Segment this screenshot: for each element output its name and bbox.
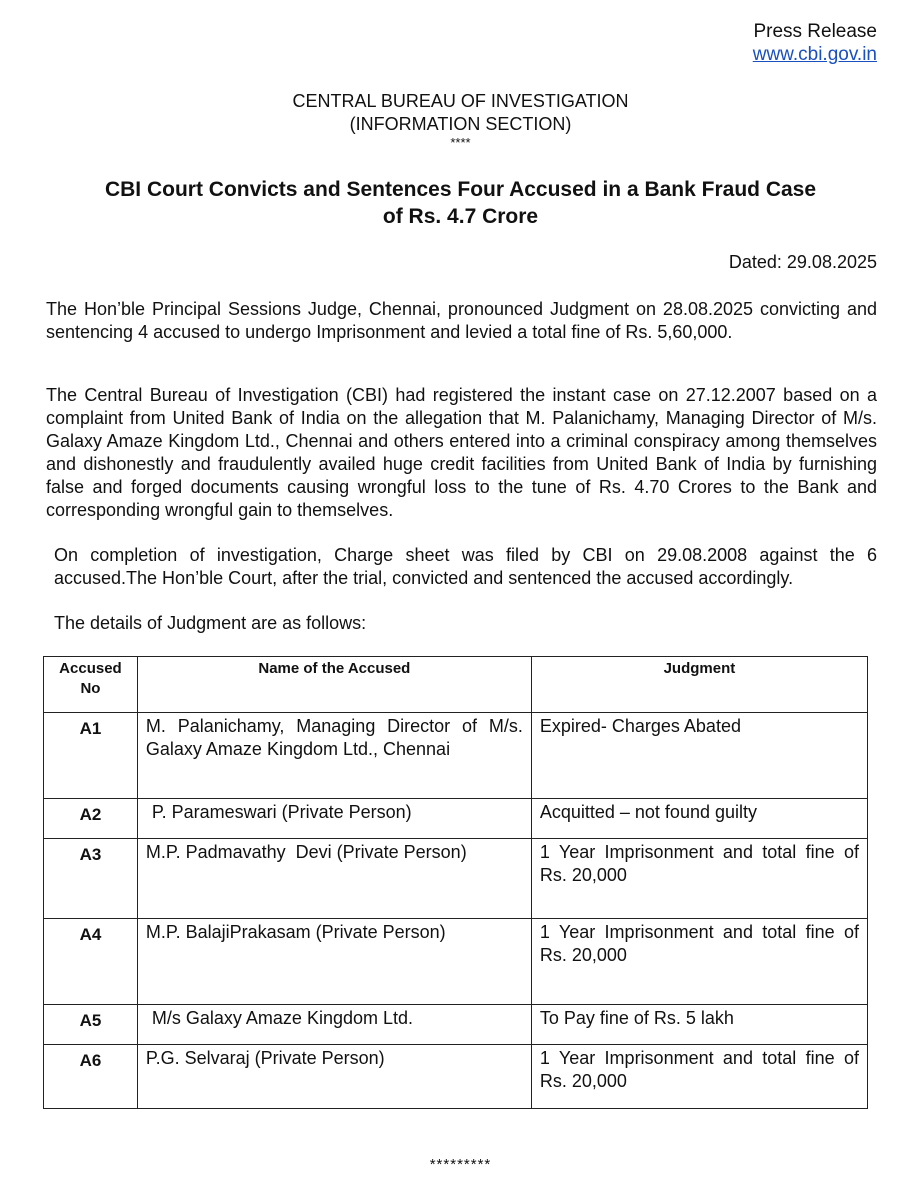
title-line-1: CBI Court Convicts and Sentences Four Accused in a Bank Fraud Case — [104, 178, 817, 201]
cell-name — [137, 1045, 531, 1109]
header-accused-no-label: Accused No — [59, 660, 122, 697]
accused-name: P.G. Selvaraj (Private Person) — [145, 1048, 385, 1068]
separator-stars: **** — [450, 135, 471, 150]
table-row — [44, 799, 868, 839]
cell-name — [137, 919, 531, 1005]
paragraph-details-intro: The details of Judgment are as follows: — [54, 613, 367, 633]
cbi-website-link[interactable]: www.cbi.gov.in — [752, 44, 877, 65]
org-name: CENTRAL BUREAU OF INVESTIGATION — [292, 91, 629, 111]
header-name: Name of the Accused — [137, 657, 531, 713]
cell-judgment — [531, 839, 867, 919]
table-row — [44, 839, 868, 919]
judgment-text: 1 Year Imprisonment and total fine of Rs. 20,000 — [539, 842, 859, 885]
accused-name: M.P. Padmavathy Devi (Private Person) — [145, 842, 467, 862]
cell-judgment — [531, 713, 867, 799]
cell-name — [137, 839, 531, 919]
paragraph-case-background: The Central Bureau of Investigation (CBI) had registered the instant case on 27.12.2007 based on a complaint from United Bank of India on the allegation that M. Palanichamy, Managing Director of M/s. Galaxy Amaze Kingdom Ltd., Chennai and others entered into a criminal conspiracy among themselves and dishonestly and fraudulently availed huge credit facilities from United Bank of India by furnishing false and forged documents causing wrongful loss to the tune of Rs. 4.70 Crores to the Bank and corresponding wrongful gain to themselves. — [46, 385, 877, 520]
accused-no: A5 — [79, 1011, 102, 1030]
header-judgment: Judgment — [531, 657, 867, 713]
judgment-text: Acquitted – not found guilty — [539, 802, 757, 822]
cell-accused-no — [44, 1045, 138, 1109]
accused-no: A2 — [79, 805, 102, 824]
accused-no: A1 — [79, 719, 102, 738]
judgment-text: To Pay fine of Rs. 5 lakh — [539, 1008, 734, 1028]
paragraph-judgment-summary: The Hon’ble Principal Sessions Judge, Chennai, pronounced Judgment on 28.08.2025 convicting and sentencing 4 accused to undergo Imprisonment and levied a total fine of Rs. 5,60,000. — [46, 299, 877, 342]
judgment-text: 1 Year Imprisonment and total fine of Rs. 20,000 — [539, 1048, 859, 1091]
cell-name — [137, 713, 531, 799]
cell-judgment — [531, 799, 867, 839]
accused-name: M. Palanichamy, Managing Director of M/s. Galaxy Amaze Kingdom Ltd., Chennai — [145, 716, 523, 759]
org-section: (INFORMATION SECTION) — [349, 114, 572, 134]
release-date: Dated: 29.08.2025 — [728, 252, 877, 272]
release-title — [40, 176, 881, 230]
cell-judgment — [531, 1005, 867, 1045]
cell-name — [137, 799, 531, 839]
cell-accused-no — [44, 1005, 138, 1045]
table-row — [44, 1045, 868, 1109]
judgment-table — [43, 656, 868, 1109]
press-release-header — [753, 20, 877, 66]
table-row — [44, 919, 868, 1005]
table-row — [44, 1005, 868, 1045]
cell-accused-no — [44, 799, 138, 839]
accused-no: A4 — [79, 925, 102, 944]
table-header-row — [44, 657, 868, 713]
press-release-label: Press Release — [753, 21, 877, 42]
paragraph-charge-sheet: On completion of investigation, Charge sheet was filed by CBI on 29.08.2008 against the 6 accused.The Hon’ble Court, after the trial, convicted and sentenced the accused accordingly. — [54, 545, 877, 588]
cell-accused-no — [44, 713, 138, 799]
cell-judgment — [531, 919, 867, 1005]
judgment-text: Expired- Charges Abated — [539, 716, 741, 736]
cell-accused-no — [44, 919, 138, 1005]
judgment-text: 1 Year Imprisonment and total fine of Rs. 20,000 — [539, 922, 859, 965]
cell-judgment — [531, 1045, 867, 1109]
cell-name — [137, 1005, 531, 1045]
title-line-2: of Rs. 4.7 Crore — [382, 205, 539, 228]
accused-name: M.P. BalajiPrakasam (Private Person) — [145, 922, 446, 942]
accused-no: A6 — [79, 1051, 102, 1070]
cell-accused-no — [44, 839, 138, 919]
organization-heading — [0, 90, 921, 150]
accused-name: P. Parameswari (Private Person) — [151, 802, 412, 822]
header-accused-no — [44, 657, 138, 713]
table-row — [44, 713, 868, 799]
accused-name: M/s Galaxy Amaze Kingdom Ltd. — [151, 1008, 414, 1028]
end-separator-stars: ********* — [429, 1156, 492, 1173]
accused-no: A3 — [79, 845, 102, 864]
